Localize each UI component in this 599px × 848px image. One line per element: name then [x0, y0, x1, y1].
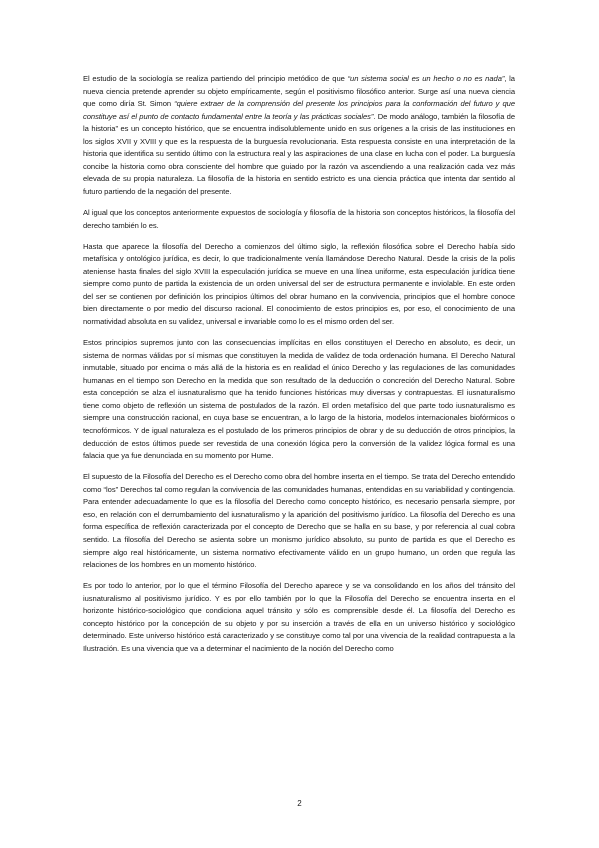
paragraph: [83, 241, 515, 329]
body-text: [83, 73, 515, 655]
text-segment: , la nueva ciencia pretende aprender su objeto empíricamente, según el positivismo filosófico anterior. Surge así una nueva ciencia que como diría St. Simon: [83, 74, 515, 109]
text-segment: Es por todo lo anterior, por lo que el término Filosofía del Derecho aparece y se va consolidando en los años del tránsito del iusnaturalismo al positivismo jurídico. Y es por ello también por lo que la Filosofía del Derecho se encuentra inserta en el horizonte histórico-sociológico que condiciona aquel tránsito y sólo es comprensible desde él. La filosofía del Derecho es concepto histórico por la concepción de su objeto y por su inserción a través de ella en un universo histórico y sociológico determinado. Este universo histórico está caracterizado y se constituye como tal por una vivencia de la realidad contrapuesta a la Ilustración. Es una vivencia que va a determinar el nacimiento de la noción del Derecho como: [83, 581, 515, 653]
paragraph: [83, 580, 515, 655]
text-segment: . De modo análogo, también la filosofía de la historia” es un concepto histórico, que se encuentra indisolublemente unido en sus orígenes a la crisis de las instituciones en los siglos XVII y XVIII y que es la respuesta de la burguesía revolucionaria. Esta respuesta consiste en una interpretación de la historia que identifica su sentido último con la estructura real y las aspiraciones de una clase en lucha con el poder. La burguesía concibe la historia como obra consciente del hombre que guiado por la razón va ascendiendo a una realización cada vez más elevada de su propia naturaleza. La filosofía de la historia en sentido estricto es una ciencia práctica que intenta dar sentido al futuro partiendo de la negación del presente.: [83, 111, 515, 196]
paragraph: [83, 337, 515, 462]
paragraph: [83, 73, 515, 198]
page-number: 2: [297, 799, 302, 808]
text-segment: El supuesto de la Filosofía del Derecho es el Derecho como obra del hombre inserta en el tiempo. Se trata del Derecho entendido como “los” Derechos tal como regulan la convivencia de las comunidades humanas, entendidas en su variabilidad y contingencia. Para entender adecuadamente lo que es la filosofía del Derecho como concepto histórico, es necesario pensarla siempre, por eso, en relación con el derrumbamiento del iusnaturalismo y la aparición del positivismo jurídico. La filosofía del Derecho es una forma específica de reflexión caracterizada por el concepto de Derecho que se halla en su base, y por referencia al cual cobra sentido. La filosofía del Derecho se asienta sobre un monismo jurídico absoluto, su punto de partida es que el Derecho es siempre algo real históricamente, un sistema normativo efectivamente válido en un grupo humano, un orden que regula las relaciones de los hombres en un momento histórico.: [83, 472, 515, 570]
paragraph: [83, 471, 515, 571]
paragraph: [83, 207, 515, 232]
text-segment: El estudio de la sociología se realiza partiendo del principio metódico de que: [83, 74, 348, 83]
text-segment: Hasta que aparece la filosofía del Derecho a comienzos del último siglo, la reflexión filosófica sobre el Derecho había sido metafísica y ontológico jurídica, es decir, lo que tradicionalmente venía llamándose Derecho Natural. Desde la crisis de la polis ateniense hasta finales del siglo XVIII la especulación jurídica se mueve en una línea uniforme, esta especulación jurídica tiene siempre como punto de partida la existencia de un orden universal del ser de estructura permanente e inviolable. En este orden del ser se contienen por definición los principios últimos del obrar humano en la convivencia, principios que el hombre conoce bien directamente o por medio del discurso racional. El conocimiento de estos principios es, por eso, el conocimiento de una normatividad absoluta en su validez, universal e invariable como lo es el mismo orden del ser.: [83, 241, 515, 327]
text-segment: Estos principios supremos junto con las consecuencias implícitas en ellos constituyen el Derecho en absoluto, es decir, un sistema de normas válidas por sí mismas que constituyen la medida de validez de toda ordenación humana. El Derecho Natural inmutable, situado por encima o más allá de la historia es en realidad el único Derecho y las regulaciones de las comunidades humanas en el tiempo son Derecho en la medida que son resultado de la deducción o concreción del Derecho Natural. Sobre esta concepción se alza el iusnaturalismo que ha tenido funciones históricas muy diversas y contrapuestas. El iusnaturalismo tiene como objeto de reflexión un sistema de postulados de la razón. El orden metafísico del que parte todo iusnaturalismo es siempre una construcción racional, en cuya base se encuentran, a lo largo de la historia, modelos internacionales biofórmicos o tecnofórmicos. Y de igual naturaleza es el postulado de los primeros principios de obrar y de su deducción de otros principios, la deducción de estos últimos puede ser revestida de una conexión lógica pero la conversión de la validez lógica formal es una falacia que ya fue denunciada en su momento por Hume.: [83, 338, 515, 461]
italic-quote: “quiere extraer de la comprensión del presente los principios para la conformación del futuro y que constituye así el punto de contacto fundamental entre la teoría y las prácticas sociales”: [83, 99, 515, 121]
text-segment: Al igual que los conceptos anteriormente expuestos de sociología y filosofía de la historia son conceptos históricos, la filosofía del derecho también lo es.: [83, 208, 515, 230]
italic-quote: “un sistema social es un hecho o no es nada”: [347, 74, 505, 83]
